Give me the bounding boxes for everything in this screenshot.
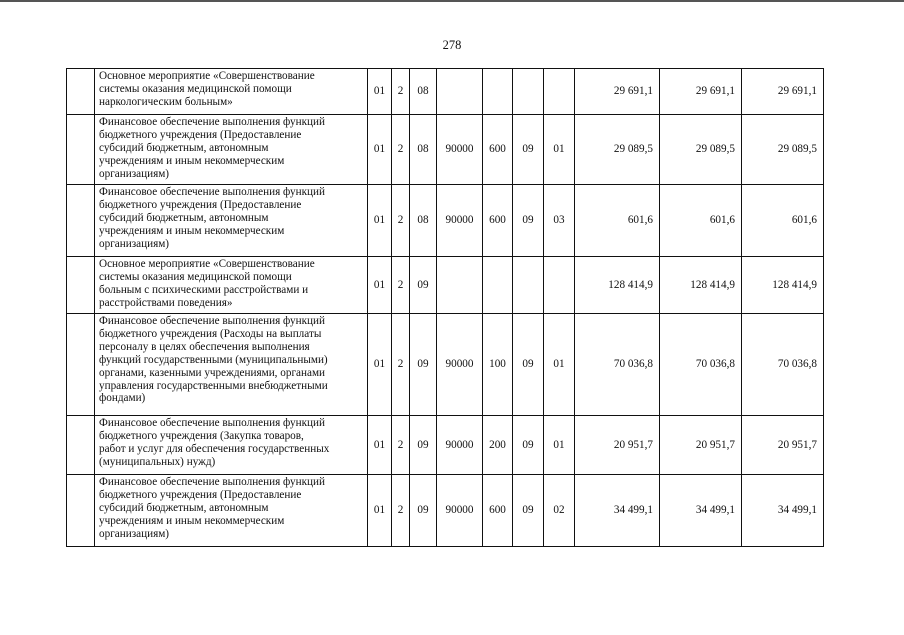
description-line: расстройствами поведения»: [99, 296, 233, 309]
description-line: учреждениям и иным некоммерческим: [99, 154, 285, 167]
amount-col-3-cell: 34 499,1: [742, 475, 824, 547]
description-line: системы оказания медицинской помощи: [99, 82, 292, 95]
amount-col-2-cell: 29 089,5: [660, 115, 742, 185]
code-col-4-cell: [437, 257, 483, 314]
code-col-5-cell: 600: [483, 115, 513, 185]
description-line: больным с психическими расстройствами и: [99, 283, 309, 296]
budget-table: [66, 68, 824, 547]
code-col-6-cell: 09: [513, 115, 544, 185]
amount-col-3-cell: 70 036,8: [742, 314, 824, 416]
code-col-7-cell: [544, 69, 575, 115]
code-col-6-cell: [513, 257, 544, 314]
amount-col-2-cell: 128 414,9: [660, 257, 742, 314]
description-line: функций государственными (муниципальными): [99, 353, 328, 366]
table-row: [67, 475, 824, 547]
amount-col-1-cell: 20 951,7: [575, 416, 660, 475]
description-line: наркологическим больным»: [99, 95, 233, 108]
description-line: бюджетного учреждения (Расходы на выплаты: [99, 327, 322, 340]
description-line: учреждениям и иным некоммерческим: [99, 224, 285, 237]
code-col-5-cell: 100: [483, 314, 513, 416]
code-col-1-cell: 01: [368, 416, 392, 475]
description-line: учреждениям и иным некоммерческим: [99, 514, 285, 527]
index-cell: [67, 257, 95, 314]
amount-col-1-cell: 70 036,8: [575, 314, 660, 416]
code-col-5-cell: 600: [483, 475, 513, 547]
code-col-2-cell: 2: [392, 185, 410, 257]
table-row: [67, 416, 824, 475]
description-line: Основное мероприятие «Совершенствование: [99, 70, 315, 82]
amount-col-2-cell: 70 036,8: [660, 314, 742, 416]
index-cell: [67, 185, 95, 257]
code-col-7-cell: 01: [544, 314, 575, 416]
description-cell: [95, 416, 368, 475]
amount-col-3-cell: 20 951,7: [742, 416, 824, 475]
index-cell: [67, 416, 95, 475]
amount-col-2-cell: 601,6: [660, 185, 742, 257]
code-col-2-cell: 2: [392, 416, 410, 475]
amount-col-1-cell: 34 499,1: [575, 475, 660, 547]
code-col-7-cell: [544, 257, 575, 314]
amount-col-1-cell: 128 414,9: [575, 257, 660, 314]
description-line: бюджетного учреждения (Предоставление: [99, 488, 302, 501]
code-col-2-cell: 2: [392, 115, 410, 185]
index-cell: [67, 314, 95, 416]
code-col-4-cell: 90000: [437, 475, 483, 547]
description-line: бюджетного учреждения (Предоставление: [99, 198, 302, 211]
code-col-5-cell: [483, 69, 513, 115]
description-line: системы оказания медицинской помощи: [99, 270, 292, 283]
description-cell: [95, 314, 368, 416]
code-col-4-cell: 90000: [437, 115, 483, 185]
code-col-4-cell: [437, 69, 483, 115]
code-col-1-cell: 01: [368, 115, 392, 185]
amount-col-3-cell: 29 089,5: [742, 115, 824, 185]
code-col-5-cell: 600: [483, 185, 513, 257]
code-col-6-cell: 09: [513, 185, 544, 257]
code-col-3-cell: 09: [410, 257, 437, 314]
description-line: Финансовое обеспечение выполнения функций: [99, 417, 326, 429]
description-line: субсидий бюджетным, автономным: [99, 501, 269, 514]
amount-col-1-cell: 29 089,5: [575, 115, 660, 185]
table-row: [67, 257, 824, 314]
code-col-2-cell: 2: [392, 69, 410, 115]
amount-col-3-cell: 29 691,1: [742, 69, 824, 115]
code-col-6-cell: 09: [513, 416, 544, 475]
code-col-7-cell: 03: [544, 185, 575, 257]
description-cell: [95, 115, 368, 185]
index-cell: [67, 475, 95, 547]
description-cell: [95, 69, 368, 115]
code-col-3-cell: 09: [410, 314, 437, 416]
code-col-5-cell: 200: [483, 416, 513, 475]
table-row: [67, 314, 824, 416]
index-cell: [67, 69, 95, 115]
code-col-3-cell: 08: [410, 115, 437, 185]
scan-top-edge: [0, 0, 904, 2]
description-line: организациям): [99, 167, 170, 180]
description-line: Финансовое обеспечение выполнения функций: [99, 116, 326, 128]
table-row: [67, 185, 824, 257]
page-number: 278: [442, 38, 462, 52]
description-line: субсидий бюджетным, автономным: [99, 141, 269, 154]
code-col-1-cell: 01: [368, 69, 392, 115]
amount-col-1-cell: 601,6: [575, 185, 660, 257]
code-col-5-cell: [483, 257, 513, 314]
code-col-6-cell: [513, 69, 544, 115]
table-row: [67, 69, 824, 115]
code-col-2-cell: 2: [392, 257, 410, 314]
amount-col-3-cell: 601,6: [742, 185, 824, 257]
description-line: фондами): [99, 392, 146, 405]
code-col-7-cell: 01: [544, 115, 575, 185]
description-line: субсидий бюджетным, автономным: [99, 211, 269, 224]
code-col-7-cell: 02: [544, 475, 575, 547]
description-line: управления государственными внебюджетными: [99, 379, 328, 392]
description-line: персоналу в целях обеспечения выполнения: [99, 340, 310, 353]
code-col-4-cell: 90000: [437, 416, 483, 475]
code-col-3-cell: 09: [410, 475, 437, 547]
amount-col-2-cell: 20 951,7: [660, 416, 742, 475]
description-line: Финансовое обеспечение выполнения функций: [99, 186, 326, 198]
description-line: Финансовое обеспечение выполнения функций: [99, 315, 326, 327]
index-cell: [67, 115, 95, 185]
description-line: органами, казенными учреждениями, органами: [99, 366, 326, 379]
code-col-1-cell: 01: [368, 314, 392, 416]
description-line: (муниципальных) нужд): [99, 455, 216, 468]
code-col-1-cell: 01: [368, 475, 392, 547]
description-line: организациям): [99, 237, 170, 250]
code-col-3-cell: 09: [410, 416, 437, 475]
code-col-3-cell: 08: [410, 69, 437, 115]
amount-col-3-cell: 128 414,9: [742, 257, 824, 314]
code-col-7-cell: 01: [544, 416, 575, 475]
description-cell: [95, 475, 368, 547]
amount-col-1-cell: 29 691,1: [575, 69, 660, 115]
description-cell: [95, 257, 368, 314]
description-line: Основное мероприятие «Совершенствование: [99, 258, 315, 270]
table-row: [67, 115, 824, 185]
description-cell: [95, 185, 368, 257]
code-col-4-cell: 90000: [437, 185, 483, 257]
description-line: Финансовое обеспечение выполнения функций: [99, 476, 326, 488]
code-col-1-cell: 01: [368, 185, 392, 257]
code-col-4-cell: 90000: [437, 314, 483, 416]
description-line: бюджетного учреждения (Закупка товаров,: [99, 429, 304, 442]
description-line: организациям): [99, 527, 170, 540]
code-col-6-cell: 09: [513, 314, 544, 416]
code-col-2-cell: 2: [392, 475, 410, 547]
description-line: работ и услуг для обеспечения государственных: [99, 442, 330, 455]
amount-col-2-cell: 29 691,1: [660, 69, 742, 115]
code-col-3-cell: 08: [410, 185, 437, 257]
description-line: бюджетного учреждения (Предоставление: [99, 128, 302, 141]
code-col-2-cell: 2: [392, 314, 410, 416]
code-col-1-cell: 01: [368, 257, 392, 314]
code-col-6-cell: 09: [513, 475, 544, 547]
amount-col-2-cell: 34 499,1: [660, 475, 742, 547]
